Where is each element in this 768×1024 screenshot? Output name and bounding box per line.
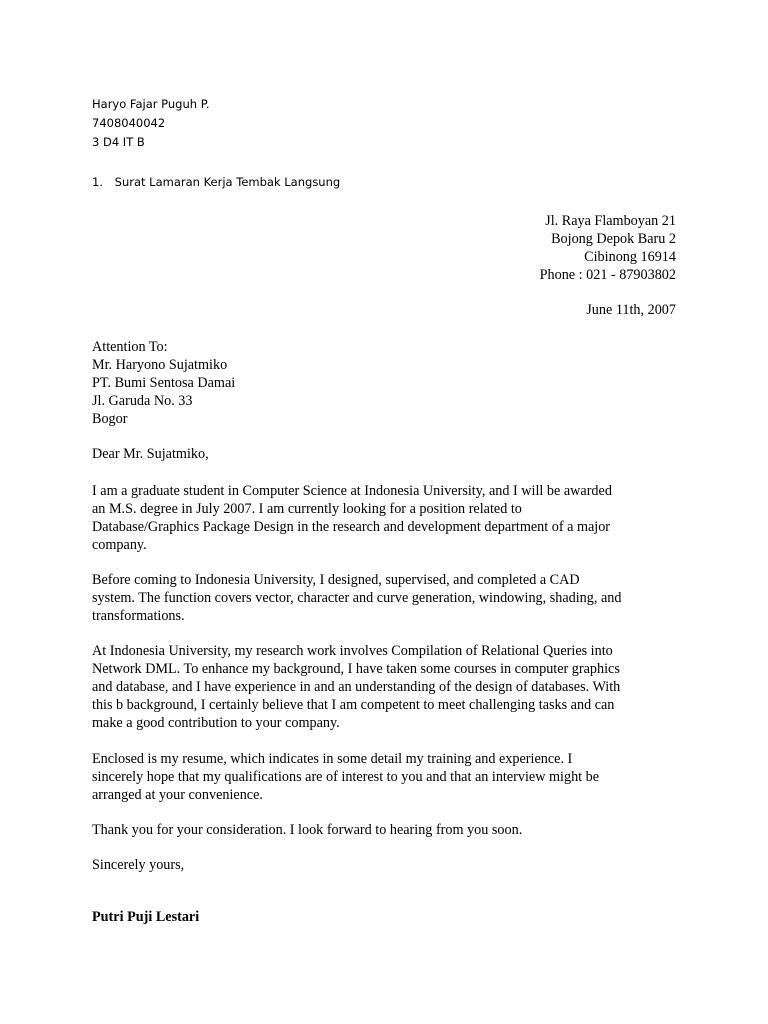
letter-date: June 11th, 2007	[586, 302, 676, 318]
paragraph-line: Before coming to Indonesia University, I designed, supervised, and completed a CAD	[92, 572, 580, 588]
author-info	[92, 95, 210, 152]
recipient-company: PT. Bumi Sentosa Damai	[92, 375, 236, 391]
paragraph-line: I am a graduate student in Computer Science at Indonesia University, and I will be awarded	[92, 483, 612, 499]
body-paragraph	[92, 642, 620, 732]
document-heading	[92, 173, 340, 192]
body-paragraph	[92, 482, 612, 554]
recipient-city: Bogor	[92, 411, 128, 427]
sender-address-line: Bojong Depok Baru 2	[551, 231, 676, 247]
paragraph-line: Thank you for your consideration. I look forward to hearing from you soon.	[92, 822, 523, 838]
body-paragraph	[92, 821, 522, 839]
heading-title: Surat Lamaran Kerja Tembak Langsung	[114, 175, 341, 189]
paragraph-line: this b background, I certainly believe that I am competent to meet challenging tasks and can	[92, 697, 615, 713]
author-class: 3 D4 IT B	[92, 135, 145, 149]
paragraph-line: Enclosed is my resume, which indicates in some detail my training and experience. I	[92, 751, 573, 767]
recipient-address	[92, 338, 235, 428]
author-student-id: 7408040042	[92, 116, 166, 130]
recipient-name: Mr. Haryono Sujatmiko	[92, 357, 228, 373]
sender-address	[540, 212, 676, 284]
sender-address-line: Jl. Raya Flamboyan 21	[545, 213, 676, 229]
sender-phone: Phone : 021 - 87903802	[539, 267, 676, 283]
attention-line: Attention To:	[92, 339, 168, 355]
sender-address-line: Cibinong 16914	[584, 249, 676, 265]
paragraph-line: Database/Graphics Package Design in the research and development department of a major	[92, 519, 611, 535]
author-name: Haryo Fajar Puguh P.	[92, 97, 210, 111]
paragraph-line: company.	[92, 537, 147, 553]
paragraph-line: At Indonesia University, my research work involves Compilation of Relational Queries into	[92, 643, 613, 659]
paragraph-line: transformations.	[92, 608, 185, 624]
signature-name: Putri Puji Lestari	[92, 909, 200, 925]
paragraph-line: and database, and I have experience in and an understanding of the design of databases. With	[92, 679, 621, 695]
paragraph-line: Network DML. To enhance my background, I have taken some courses in computer graphics	[92, 661, 620, 677]
heading-number: 1.	[92, 175, 103, 189]
salutation: Dear Mr. Sujatmiko,	[92, 446, 209, 462]
paragraph-line: sincerely hope that my qualifications are of interest to you and that an interview might be	[92, 769, 600, 785]
recipient-street: Jl. Garuda No. 33	[92, 393, 193, 409]
paragraph-line: system. The function covers vector, character and curve generation, windowing, shading, and	[92, 590, 622, 606]
body-paragraph	[92, 571, 621, 625]
paragraph-line: make a good contribution to your company.	[92, 715, 340, 731]
body-paragraph	[92, 750, 599, 804]
paragraph-line: an M.S. degree in July 2007. I am currently looking for a position related to	[92, 501, 522, 517]
closing: Sincerely yours,	[92, 857, 185, 873]
paragraph-line: arranged at your convenience.	[92, 787, 263, 803]
